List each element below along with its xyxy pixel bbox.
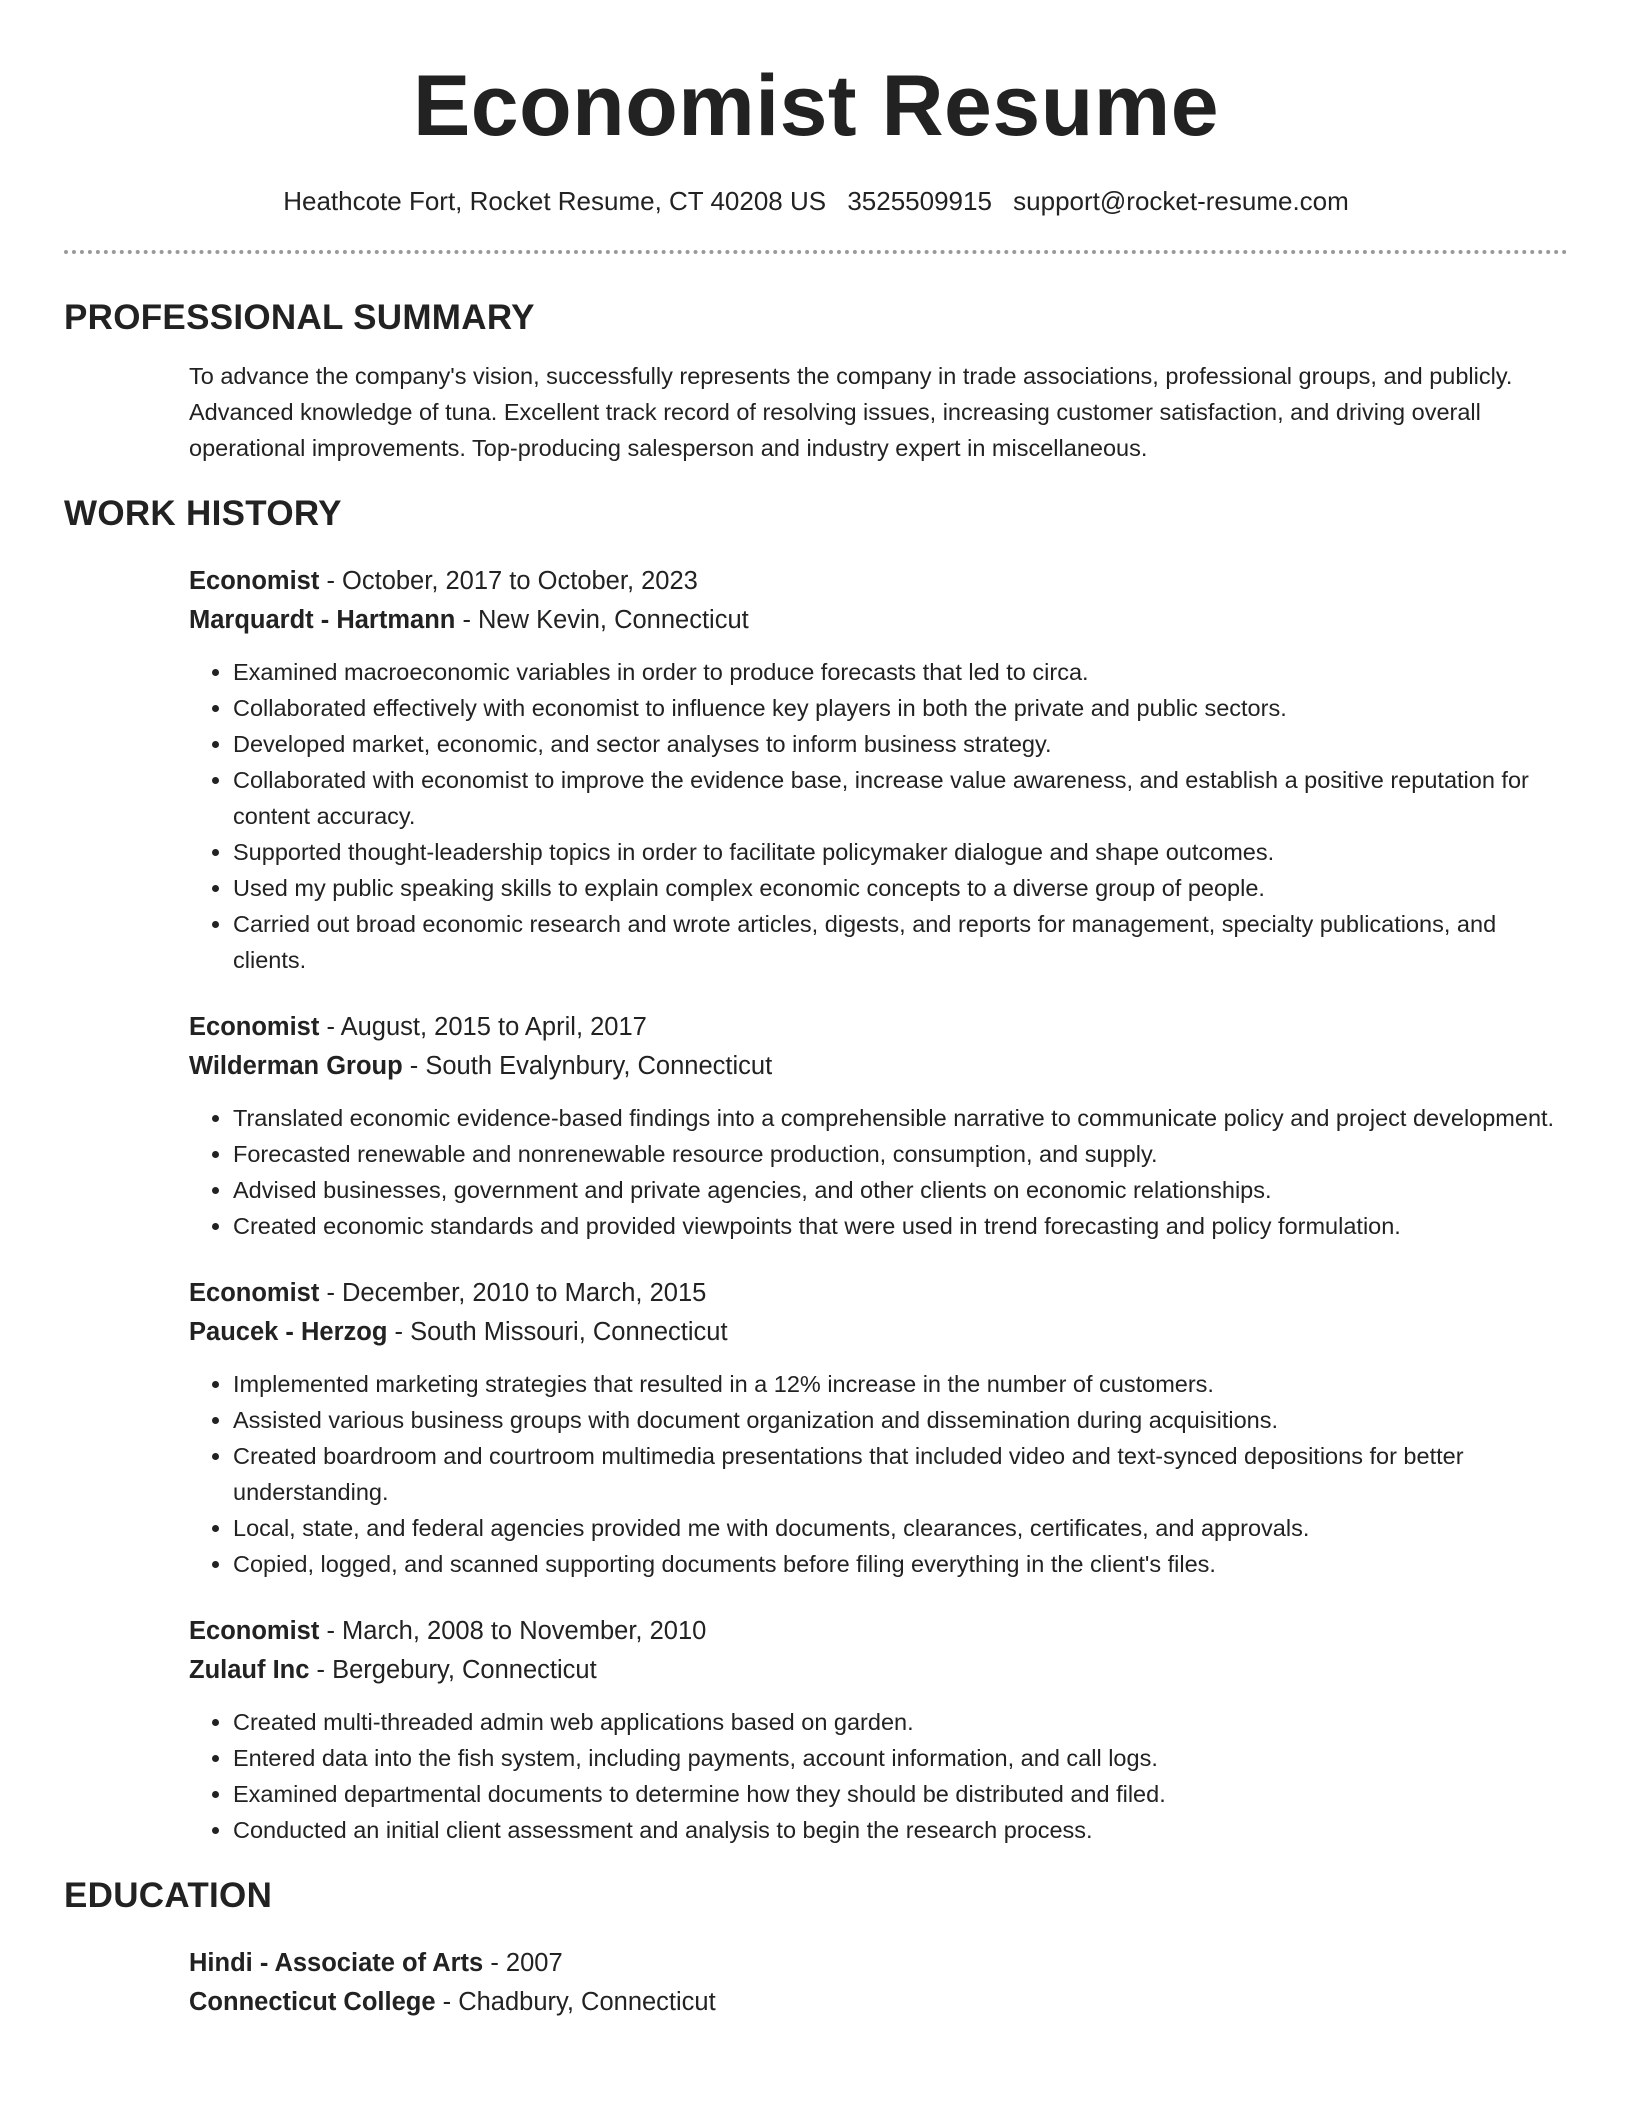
job-bullet: • Created boardroom and courtroom multimedia presentations that included video and text-synced depositions for better understanding. bbox=[233, 1438, 1568, 1510]
job-location: - New Kevin, Connecticut bbox=[455, 606, 749, 634]
job-bullet: • Created multi-threaded admin web applications based on garden. bbox=[233, 1704, 1568, 1740]
job-dates: - December, 2010 to March, 2015 bbox=[319, 1279, 707, 1307]
job-bullet: • Examined macroeconomic variables in order to produce forecasts that led to circa. bbox=[233, 654, 1568, 690]
work-history-section bbox=[64, 494, 1568, 1848]
job-title-line bbox=[189, 562, 1568, 601]
contact-line bbox=[64, 184, 1568, 218]
contact-phone: 3525509915 bbox=[847, 186, 992, 216]
job-dates: - October, 2017 to October, 2023 bbox=[319, 567, 698, 595]
contact-email: support@rocket-resume.com bbox=[1013, 186, 1349, 216]
job-entry bbox=[189, 1612, 1568, 1848]
job-bullet: • Implemented marketing strategies that resulted in a 12% increase in the number of customers. bbox=[233, 1366, 1568, 1402]
job-title: Economist bbox=[189, 1279, 320, 1307]
job-bullet: • Entered data into the fish system, including payments, account information, and call logs. bbox=[233, 1740, 1568, 1776]
job-bullets bbox=[189, 1100, 1568, 1244]
job-bullet: • Translated economic evidence-based findings into a comprehensible narrative to communicate policy and project development. bbox=[233, 1100, 1568, 1136]
job-location: - Bergebury, Connecticut bbox=[309, 1656, 597, 1684]
job-bullet: • Copied, logged, and scanned supporting documents before filing everything in the client's files. bbox=[233, 1546, 1568, 1582]
job-company-line bbox=[189, 601, 1568, 640]
header-divider bbox=[64, 250, 1568, 254]
job-bullet: • Forecasted renewable and nonrenewable resource production, consumption, and supply. bbox=[233, 1136, 1568, 1172]
job-title: Economist bbox=[189, 1013, 320, 1041]
job-bullet: • Examined departmental documents to determine how they should be distributed and filed. bbox=[233, 1776, 1568, 1812]
job-location: - South Missouri, Connecticut bbox=[387, 1318, 728, 1346]
resume-title: Economist Resume bbox=[412, 58, 1220, 154]
job-bullet: • Advised businesses, government and private agencies, and other clients on economic relationships. bbox=[233, 1172, 1568, 1208]
contact-address: Heathcote Fort, Rocket Resume, CT 40208 US bbox=[283, 186, 827, 216]
job-company-line bbox=[189, 1313, 1568, 1352]
summary-text: To advance the company's vision, successfully represents the company in trade associations, professional groups, and publicly. Advanced knowledge of tuna. Excellent track record of resolving issues, increasing customer satisfaction, and driving overall operational improvements. Top-producing salesperson and industry expert in miscellaneous. bbox=[189, 363, 1513, 461]
job-bullets bbox=[189, 654, 1568, 978]
job-company: Paucek - Herzog bbox=[189, 1318, 388, 1346]
job-company: Zulauf Inc bbox=[189, 1656, 310, 1684]
section-heading-education: EDUCATION bbox=[64, 1876, 273, 1915]
job-bullets bbox=[189, 1366, 1568, 1582]
job-title: Economist bbox=[189, 1617, 320, 1645]
job-bullet: • Used my public speaking skills to explain complex economic concepts to a diverse group of people. bbox=[233, 870, 1568, 906]
jobs-list bbox=[189, 562, 1568, 1848]
resume-page bbox=[64, 0, 1568, 2022]
job-dates: - March, 2008 to November, 2010 bbox=[319, 1617, 707, 1645]
education-degree-line bbox=[189, 1944, 1568, 1983]
job-title-line bbox=[189, 1612, 1568, 1651]
job-bullet: • Created economic standards and provided viewpoints that were used in trend forecasting and policy formulation. bbox=[233, 1208, 1568, 1244]
section-heading-summary: PROFESSIONAL SUMMARY bbox=[64, 298, 535, 337]
job-dates: - August, 2015 to April, 2017 bbox=[319, 1013, 647, 1041]
job-bullet: • Collaborated with economist to improve the evidence base, increase value awareness, and establish a positive reputation for content accuracy. bbox=[233, 762, 1568, 834]
job-bullet: • Carried out broad economic research and wrote articles, digests, and reports for management, specialty publications, and clients. bbox=[233, 906, 1568, 978]
job-bullet: • Local, state, and federal agencies provided me with documents, clearances, certificates, and approvals. bbox=[233, 1510, 1568, 1546]
education-location: - Chadbury, Connecticut bbox=[435, 1988, 716, 2016]
job-company: Wilderman Group bbox=[189, 1052, 403, 1080]
job-bullets bbox=[189, 1704, 1568, 1848]
education-school-line bbox=[189, 1983, 1568, 2022]
job-location: - South Evalynbury, Connecticut bbox=[402, 1052, 773, 1080]
job-title: Economist bbox=[189, 567, 320, 595]
job-company-line bbox=[189, 1651, 1568, 1690]
job-bullet: • Assisted various business groups with document organization and dissemination during acquisitions. bbox=[233, 1402, 1568, 1438]
job-entry bbox=[189, 1008, 1568, 1244]
job-title-line bbox=[189, 1274, 1568, 1313]
job-bullet: • Conducted an initial client assessment and analysis to begin the research process. bbox=[233, 1812, 1568, 1848]
professional-summary-section bbox=[64, 298, 1568, 466]
education-year: - 2007 bbox=[483, 1949, 563, 1977]
education-degree: Hindi - Associate of Arts bbox=[189, 1949, 484, 1977]
education-section bbox=[64, 1876, 1568, 2022]
job-company: Marquardt - Hartmann bbox=[189, 606, 456, 634]
section-heading-work-history: WORK HISTORY bbox=[64, 494, 342, 533]
job-bullet: • Developed market, economic, and sector analyses to inform business strategy. bbox=[233, 726, 1568, 762]
job-bullet: • Collaborated effectively with economist to influence key players in both the private and public sectors. bbox=[233, 690, 1568, 726]
job-entry bbox=[189, 1274, 1568, 1582]
job-entry bbox=[189, 562, 1568, 978]
education-school: Connecticut College bbox=[189, 1988, 436, 2016]
education-entry bbox=[189, 1944, 1568, 2022]
job-bullet: • Supported thought-leadership topics in order to facilitate policymaker dialogue and shape outcomes. bbox=[233, 834, 1568, 870]
job-company-line bbox=[189, 1047, 1568, 1086]
job-title-line bbox=[189, 1008, 1568, 1047]
